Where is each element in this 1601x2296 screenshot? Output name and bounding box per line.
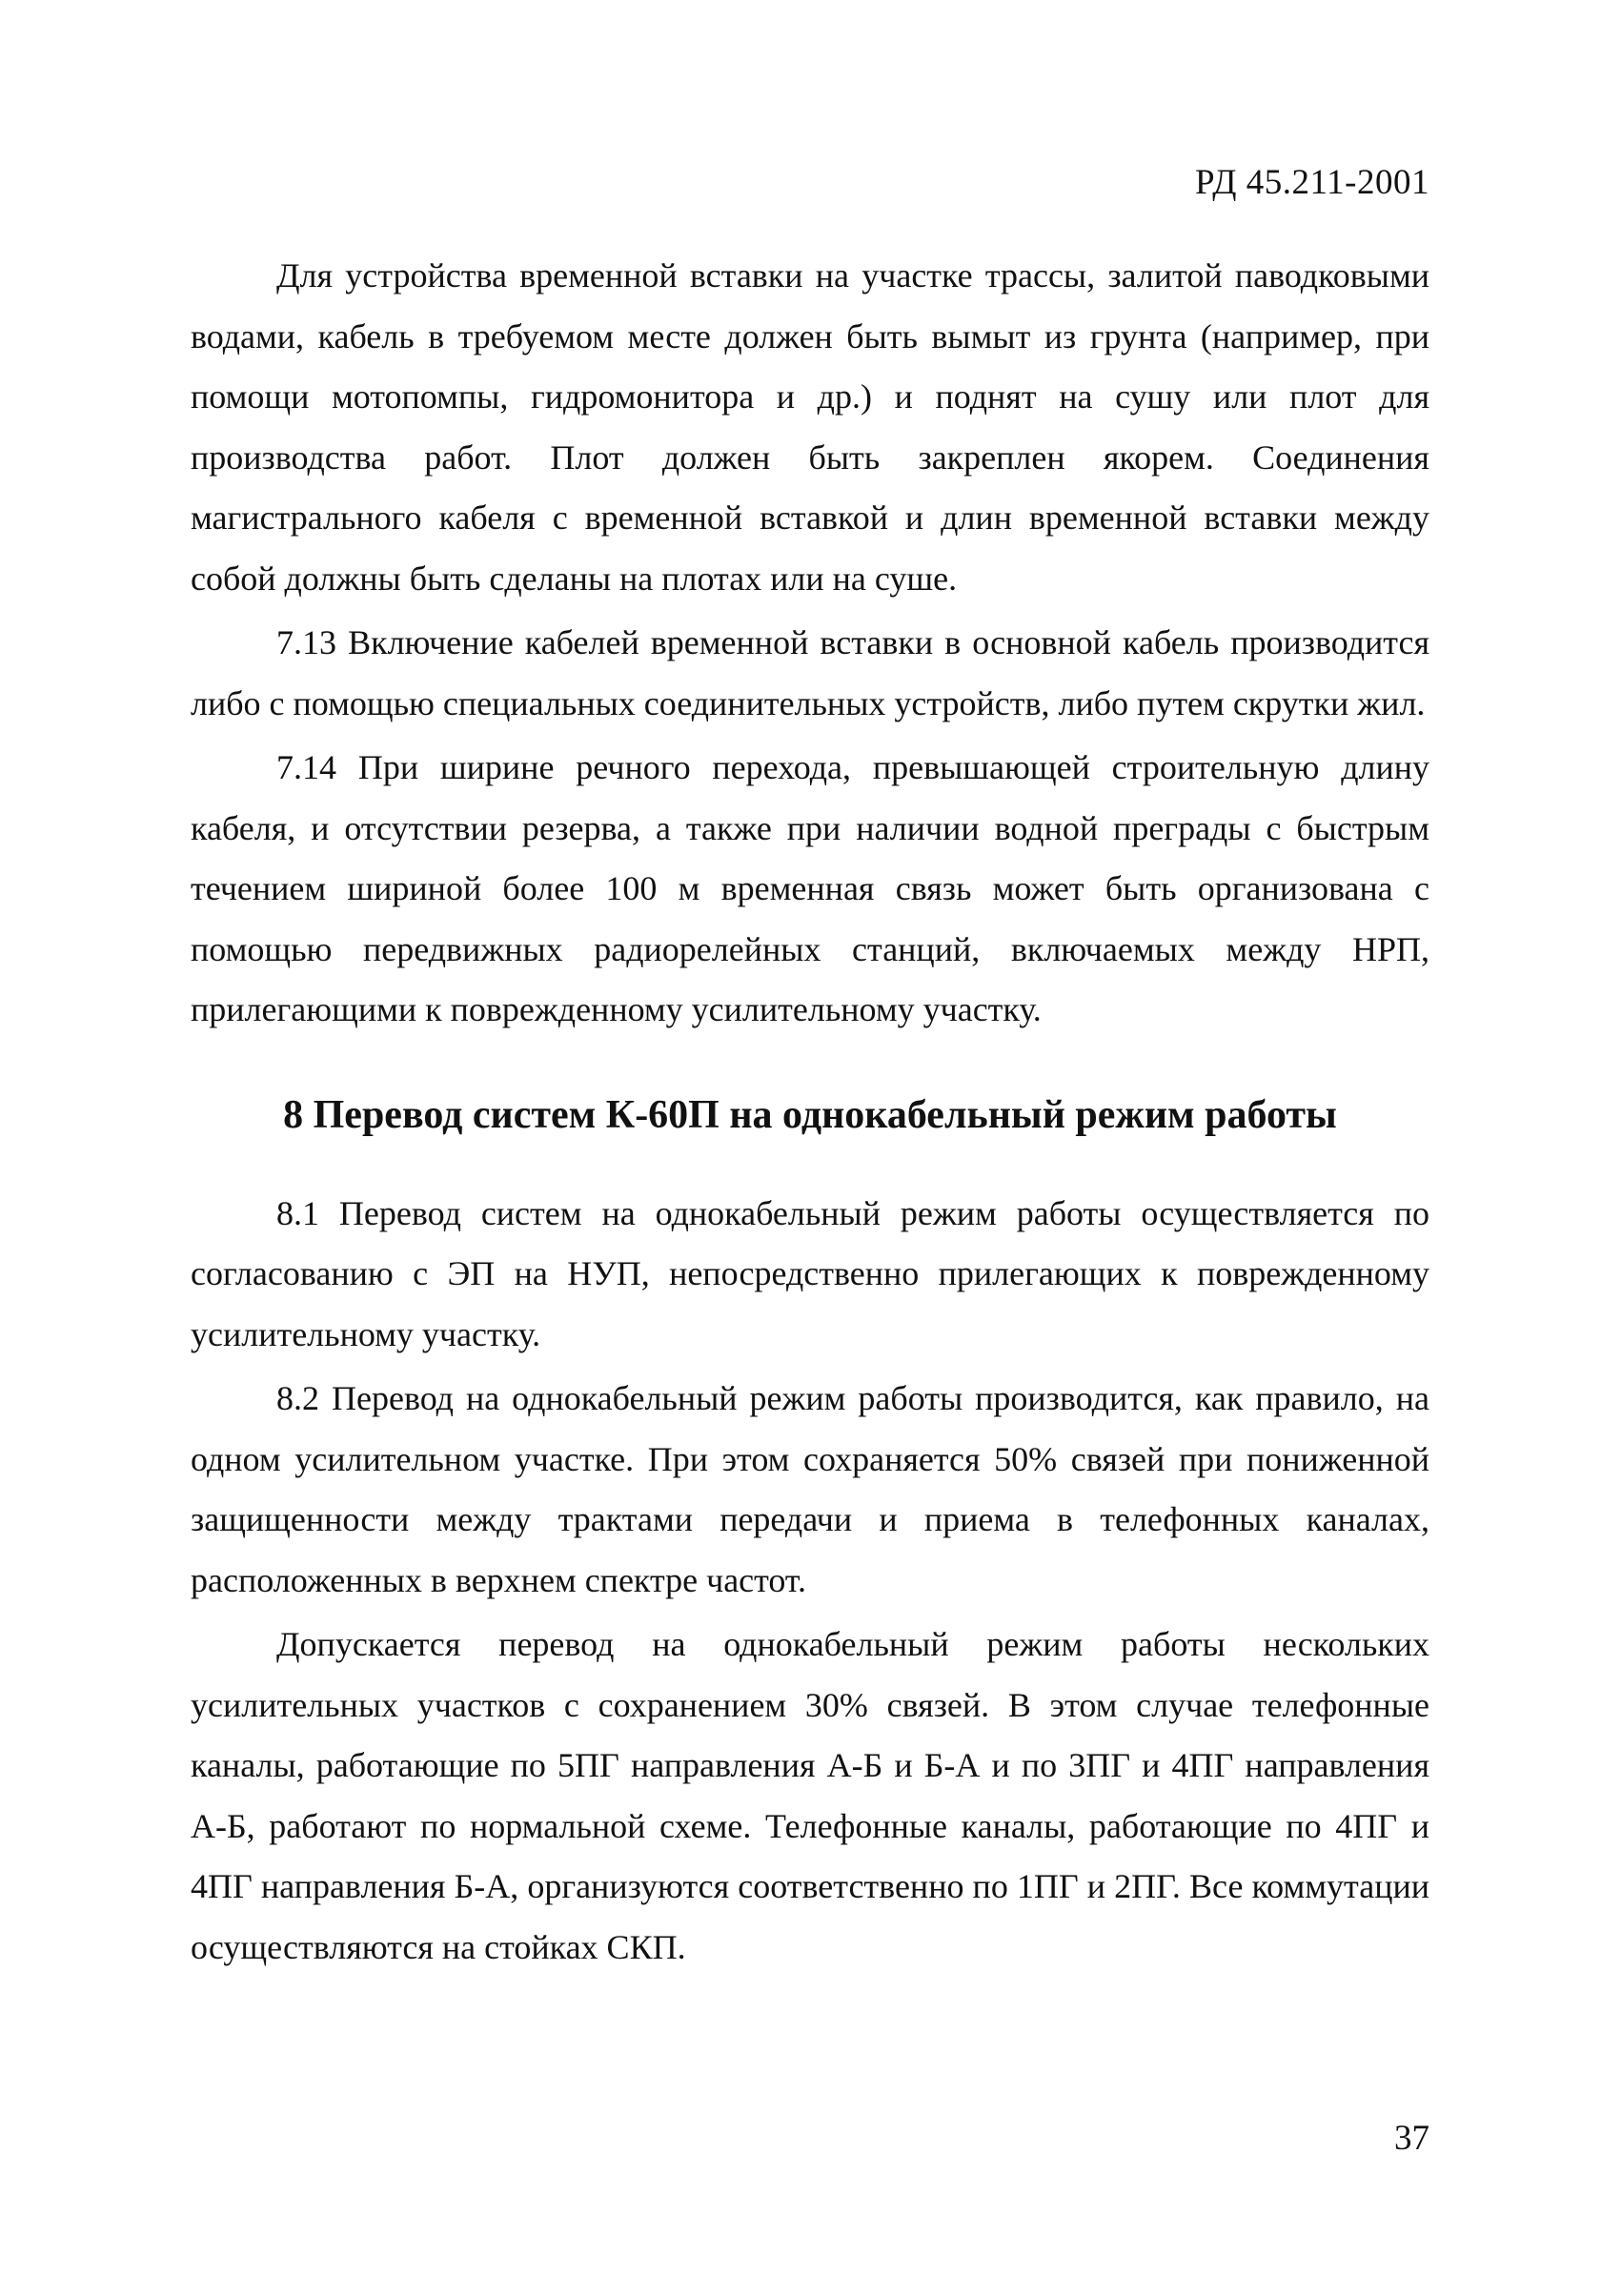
- paragraph-multiple-sections: Допускается перевод на однокабельный режим работы нескольких усилительных участков с сохранением 30% связей. В этом случае телефонные каналы, работающие по 5ПГ направления А-Б и Б-А и по 3ПГ и 4ПГ направления А-Б, работают по нормальной схеме. Телефонные каналы, работающие по 4ПГ и 4ПГ направления Б-А, организуются соответственно по 1ПГ и 2ПГ. Все коммутации осуществляются на стойках СКП.: [191, 1625, 1429, 1966]
- paragraph-clause-7-13: 7.13 Включение кабелей временной вставки в основной кабель производится либо с помощью специальных соединительных устройств, либо путем скрутки жил.: [191, 623, 1429, 722]
- paragraph-clause-8-2: 8.2 Перевод на однокабельный режим работы производится, как правило, на одном усилительном участке. При этом сохраняется 50% связей при пониженной защищенности между трактами передачи и приема в телефонных каналах, расположенных в верхнем спектре частот.: [191, 1379, 1429, 1599]
- page-body: [191, 246, 1429, 1981]
- page-number: 37: [1394, 2119, 1429, 2158]
- document-code: РД 45.211-2001: [1195, 163, 1429, 202]
- paragraph-clause-8-1: 8.1 Перевод систем на однокабельный режим работы осуществляется по согласованию с ЭП на НУП, непосредственно прилегающих к поврежденному усилительному участку.: [191, 1193, 1429, 1353]
- section-heading: 8 Перевод систем К-60П на однокабельный режим работы: [283, 1092, 1337, 1137]
- paragraph-clause-7-14: 7.14 При ширине речного перехода, превышающей строительную длину кабеля, и отсутствии резерва, а также при наличии водной преграды с быстрым течением шириной более 100 м временная связь может быть организована с помощью передвижных радиорелейных станций, включаемых между НРП, прилегающими к поврежденному усилительному участку.: [191, 748, 1429, 1028]
- paragraph-temporary-insert-flooded: Для устройства временной вставки на участке трассы, залитой паводковыми водами, кабель в требуемом месте должен быть вымыт из грунта (например, при помощи мотопомпы, гидромонитора и др.) и поднят на сушу или плот для производства работ. Плот должен быть закреплен якорем. Соединения магистрального кабеля с временной вставкой и длин временной вставки между собой должны быть сделаны на плотах или на суше.: [191, 256, 1429, 598]
